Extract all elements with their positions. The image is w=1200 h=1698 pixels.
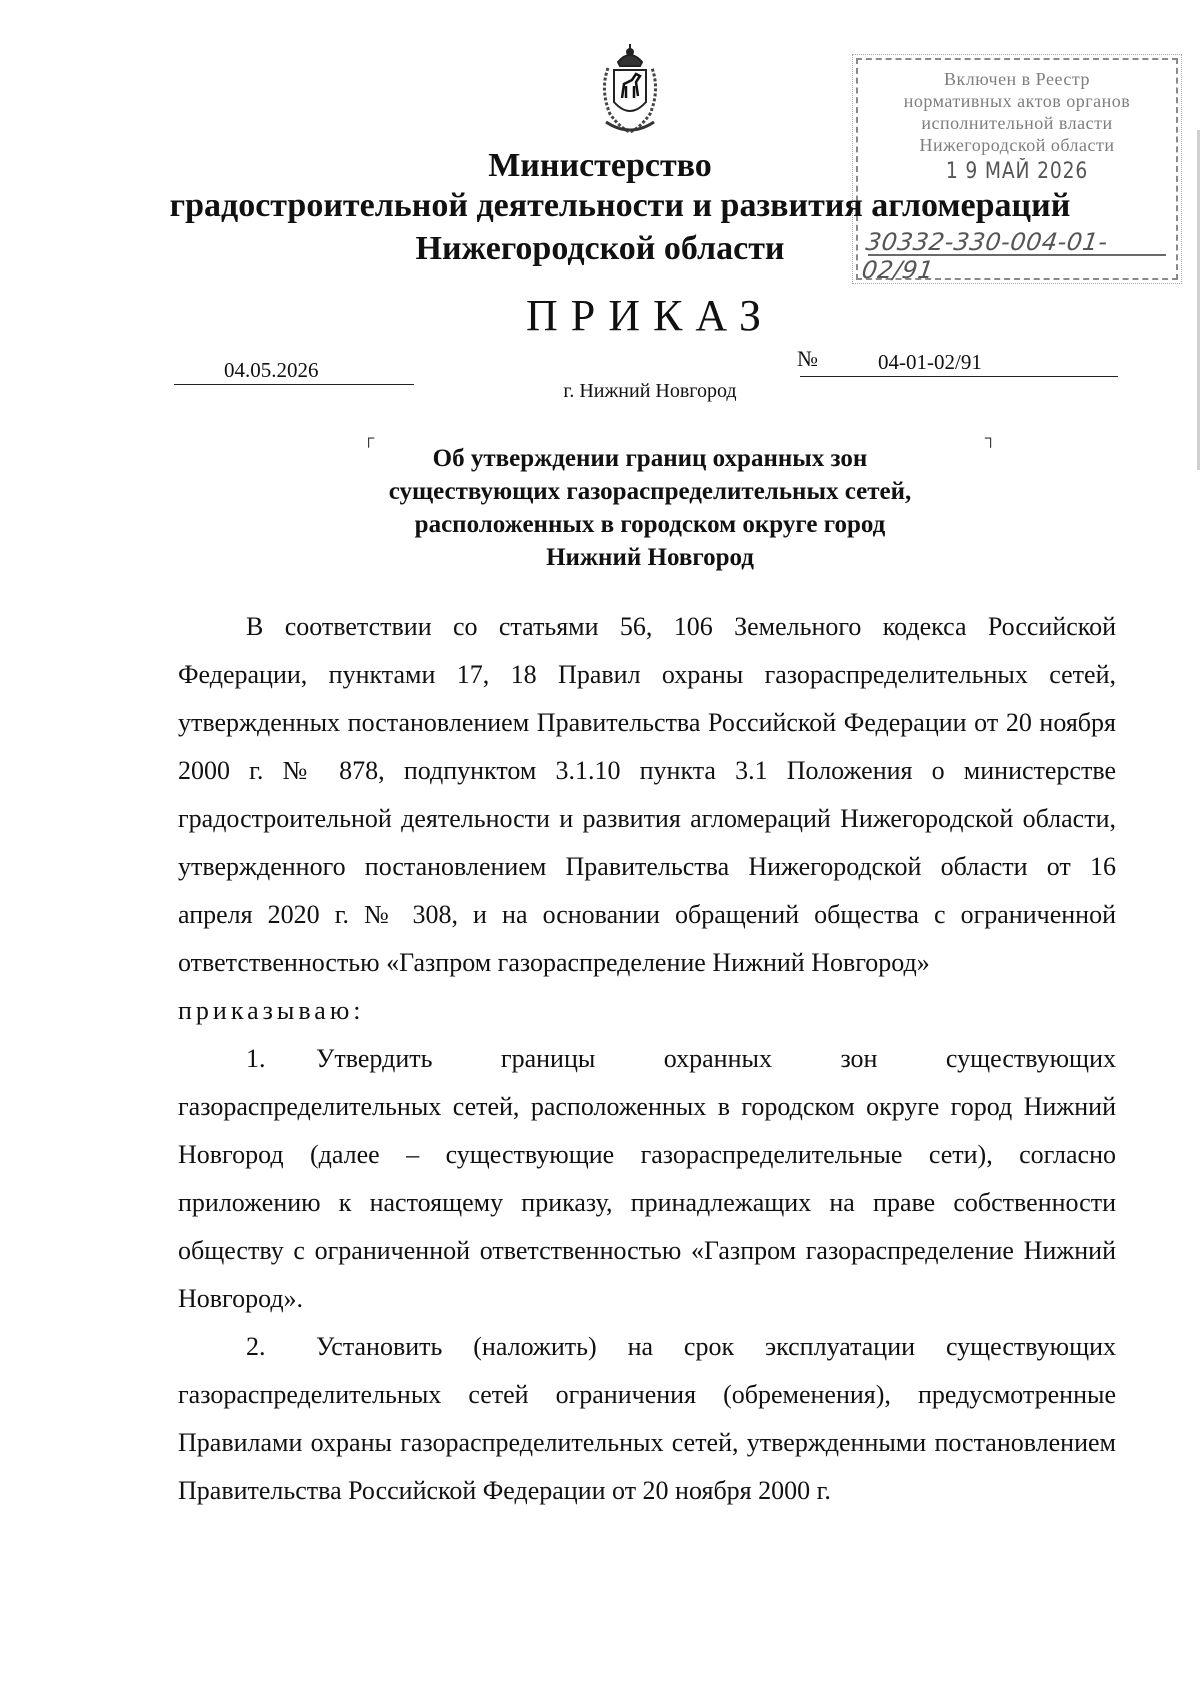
document-body [178, 603, 1116, 1515]
document-type-heading: ПРИКАЗ [525, 291, 775, 340]
title-corner-left-mark: ┌ [363, 430, 375, 447]
title-line: Об утверждении границ охранных зон [432, 445, 868, 472]
order-item-1 [178, 1035, 1116, 1323]
stamp-line: Нижегородской области [919, 135, 1115, 155]
stamp-line: Включен в Реестр [944, 69, 1090, 89]
ministry-name-line-1: Министерство [488, 147, 712, 184]
title-line: расположенных в городском округе город [414, 511, 886, 538]
preamble-paragraph: В соответствии со статьями 56, 106 Земельного кодекса Российской Федерации, пунктами 17, 18 Правил охраны газораспределительных сетей, утвержденных постановлением Правительства Российской Федерации от 20 ноября 2000 г. № 878, подпунктом 3.1.10 пункта 3.1 Положения о министерстве градостроительной деятельности и развития агломераций Нижегородской области, утвержденного постановлением Правительства Нижегородской области от 16 апреля 2020 г. № 308, и на основании обращений общества с ограниченной ответственностью «Газпром газораспределение Нижний Новгород» [178, 612, 1116, 977]
coat-of-arms-emblem [596, 40, 664, 140]
order-number: 04-01-02/91 [878, 350, 982, 374]
title-line: Нижний Новгород [546, 544, 754, 571]
order-word: приказываю: [178, 996, 365, 1025]
item-text: Утвердить границы охранных зон существующих газораспределительных сетей, расположенных в городском округе город Нижний Новгород (далее – существующие газораспределительные сети), согласно приложению к настоящему приказу, принадлежащих на праве собственности обществу с ограниченной ответственностью «Газпром газораспределение Нижний Новгород». [178, 1044, 1116, 1313]
item-text: Установить (наложить) на срок эксплуатации существующих газораспределительных сетей ограничения (обременения), предусмотренные Правилами охраны газораспределительных сетей, утвержденными постановлением Правительства Российской Федерации от 20 ноября 2000 г. [178, 1332, 1116, 1505]
title-line: существующих газораспределительных сетей, [388, 478, 912, 505]
stamp-registration-number: 30332-330-004-01-02/91 [860, 228, 1110, 284]
number-sign: № [797, 346, 818, 371]
stamp-line: исполнительной власти [921, 113, 1113, 133]
stamp-line: нормативных актов органов [903, 91, 1131, 111]
item-number: 1. [246, 1044, 266, 1073]
item-number: 2. [246, 1332, 266, 1361]
order-number-field [800, 348, 1118, 377]
city-line: г. Нижний Новгород [563, 380, 737, 402]
ministry-name-line-3: Нижегородской области [415, 230, 785, 267]
document-title [300, 442, 1000, 574]
order-date: 04.05.2026 [224, 358, 319, 382]
order-item-2 [178, 1323, 1116, 1515]
title-corner-right-mark: ┐ [985, 430, 997, 447]
stamp-date: 1 9 МАЙ 2026 [945, 159, 1089, 184]
ministry-name-line-2: градостроительной деятельности и развития агломераций [169, 187, 1071, 224]
